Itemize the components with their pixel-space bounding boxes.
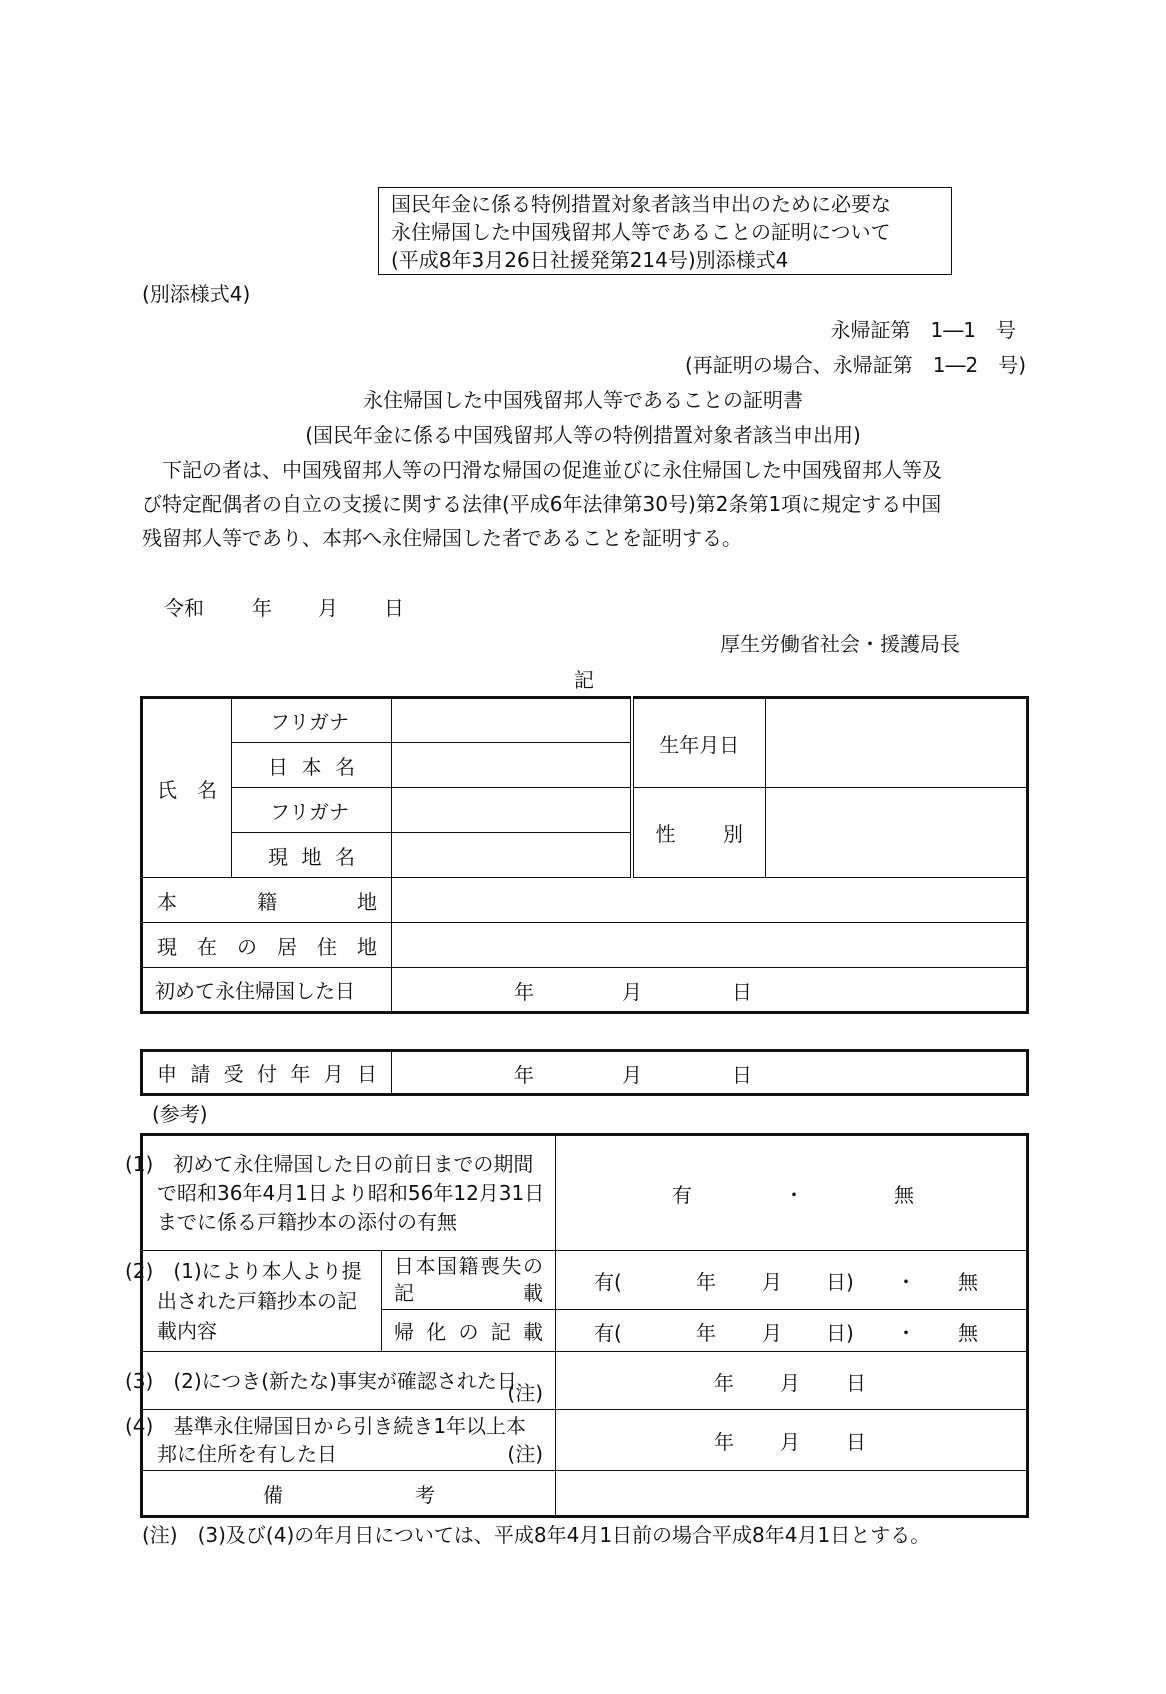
label-char: 日 — [268, 754, 288, 779]
label-char: 名 — [335, 754, 355, 779]
row3-value-cell[interactable] — [556, 1352, 1028, 1410]
label-char: 住 — [317, 934, 337, 959]
label-char: 本 — [301, 754, 322, 779]
header-reference-box — [378, 187, 952, 275]
document-subtitle: (国民年金に係る中国残留邦人等の特例措置対象者該当申出用) — [305, 423, 861, 447]
yes-label: 有 — [672, 1183, 693, 1207]
local-name-value-cell[interactable] — [392, 833, 632, 878]
label-char: 帰 — [394, 1320, 414, 1344]
row1-label-cell — [125, 1135, 556, 1251]
month-label: 月 — [762, 1320, 783, 1345]
row4-label: (4) 基準永住帰国日から引き続き1年以上本邦に住所を有した日 — [125, 1414, 527, 1466]
label-char: 日 — [356, 1062, 377, 1086]
residence-value-cell[interactable] — [392, 923, 1028, 968]
sex-value-cell[interactable] — [766, 788, 1028, 878]
furigana-label: フリガナ — [270, 799, 349, 824]
application-date-value-cell[interactable] — [392, 1051, 1028, 1095]
year-label: 年 — [514, 1062, 534, 1087]
application-date-label-cell — [142, 1051, 392, 1095]
japanese-name-label-cell — [232, 743, 392, 788]
personal-info-table — [140, 696, 1029, 1014]
year-label: 年 — [514, 979, 534, 1004]
no-label: 無 — [958, 1320, 979, 1345]
row3-label: (3) (2)につき(新たな)事実が確認された日 — [125, 1368, 517, 1393]
label-char: 名 — [335, 844, 355, 869]
label-char: 別 — [723, 822, 743, 846]
row2a-label-cell — [382, 1251, 564, 1310]
day-label: 日 — [846, 1430, 867, 1454]
month-label: 月 — [780, 1430, 801, 1454]
label-char: 現 — [157, 934, 177, 959]
birth-label-cell — [632, 698, 766, 788]
label-char: 地 — [357, 934, 377, 959]
year-label: 年 — [696, 1270, 717, 1294]
month-label: 月 — [622, 979, 642, 1004]
year-label: 年 — [696, 1320, 717, 1345]
body-line-3: 残留邦人等であり、本邦へ永住帰国した者であることを証明する。 — [142, 526, 742, 550]
month-label: 月 — [622, 1062, 642, 1087]
row1-value-cell[interactable] — [556, 1135, 1028, 1251]
ki-mark: 記 — [574, 668, 594, 692]
day-label: 日 — [732, 979, 752, 1004]
label-char: 月 — [323, 1062, 344, 1086]
row3-note: (注) — [507, 1381, 544, 1405]
row2b-value-cell[interactable] — [556, 1310, 1028, 1352]
furigana-value-cell-2[interactable] — [392, 788, 632, 833]
row2-label: (2) (1)により本人より提出された戸籍抄本の記載内容 — [125, 1259, 362, 1343]
label-char: 付 — [256, 1062, 277, 1086]
label-char: 化 — [426, 1320, 447, 1344]
label-char: の — [458, 1320, 479, 1344]
label-char: 籍 — [257, 889, 277, 914]
local-name-label-cell — [232, 833, 392, 878]
label-char: 受 — [223, 1062, 244, 1086]
furigana-label-cell-2 — [232, 788, 392, 833]
residence-label-cell — [142, 923, 392, 968]
footnote: (注) (3)及び(4)の年月日については、平成8年4月1日前の場合平成8年4月1日とする。 — [142, 1523, 931, 1547]
yes-open-label: 有( — [594, 1270, 622, 1294]
label-char: 性 — [655, 822, 676, 846]
label-char: 在 — [197, 934, 217, 959]
year-label: 年 — [714, 1370, 735, 1395]
label-char: 載 — [523, 1320, 543, 1344]
year-label: 年 — [714, 1430, 735, 1454]
label-char: 考 — [415, 1482, 436, 1507]
reference-table — [125, 1133, 1029, 1518]
row1-label: (1) 初めて永住帰国した日の前日までの期間で昭和36年4月1日より昭和56年12月31日までに係る戸籍抄本の添付の有無 — [125, 1151, 545, 1234]
date-day: 日 — [384, 596, 404, 620]
date-month: 月 — [318, 596, 338, 620]
label-char: の — [237, 934, 257, 959]
label-char: 備 — [263, 1482, 283, 1507]
recertification-number: (再証明の場合、永帰証第 1―2 号) — [684, 353, 1026, 377]
row2a-value-cell[interactable] — [556, 1251, 1028, 1310]
furigana-value-cell[interactable] — [392, 698, 632, 743]
separator-dot: ・ — [896, 1320, 917, 1345]
label-char: 年 — [290, 1062, 311, 1086]
document-title: 永住帰国した中国残留邦人等であることの証明書 — [363, 388, 803, 412]
honseki-value-cell[interactable] — [392, 878, 1028, 923]
name-label-char: 名 — [197, 777, 217, 802]
label-char: 請 — [190, 1062, 211, 1086]
month-label: 月 — [762, 1270, 783, 1294]
row3-label-cell — [125, 1352, 556, 1410]
day-label: 日 — [732, 1062, 752, 1087]
name-label-char: 氏 — [157, 777, 177, 802]
sex-label-cell — [632, 788, 766, 878]
header-line-1: 国民年金に係る特例措置対象者該当申出のために必要な — [391, 192, 891, 216]
honseki-label-cell — [142, 878, 392, 923]
form-label: (別添様式4) — [142, 282, 251, 306]
row4-value-cell[interactable] — [556, 1410, 1028, 1471]
furigana-label-cell — [232, 698, 392, 743]
first-return-label: 初めて永住帰国した日 — [155, 979, 355, 1003]
first-return-value-cell[interactable] — [392, 968, 1028, 1013]
label-char: 申 — [157, 1062, 177, 1086]
row2b-label-cell — [382, 1310, 556, 1352]
date-era: 令和 — [164, 596, 204, 620]
nationality-loss-label: 日本国籍喪失の 記 載 — [394, 1254, 564, 1305]
label-char: 現 — [268, 844, 288, 869]
body-line-1: 下記の者は、中国残留邦人等の円滑な帰国の促進並びに永住帰国した中国残留邦人等及 — [142, 458, 942, 482]
first-return-label-cell — [142, 968, 392, 1013]
japanese-name-value-cell[interactable] — [392, 743, 632, 788]
day-label: 日 — [846, 1370, 867, 1395]
application-date-table — [140, 1049, 1029, 1096]
furigana-label: フリガナ — [270, 710, 349, 734]
row4-label-cell — [125, 1410, 556, 1471]
label-char: 居 — [277, 934, 297, 959]
label-char: 記 — [490, 1320, 511, 1344]
day-close-label: 日) — [826, 1320, 854, 1345]
yes-open-label: 有( — [594, 1320, 622, 1345]
row4-note: (注) — [507, 1442, 544, 1466]
date-year: 年 — [252, 596, 272, 620]
no-label: 無 — [894, 1183, 915, 1207]
month-label: 月 — [780, 1370, 801, 1395]
name-label-cell — [142, 698, 232, 878]
issuer: 厚生労働省社会・援護局長 — [720, 632, 960, 656]
label-char: 地 — [357, 889, 377, 914]
header-line-3: (平成8年3月26日社援発第214号)別添様式4 — [391, 248, 789, 272]
header-line-2: 永住帰国した中国残留邦人等であることの証明について — [391, 220, 891, 244]
label-char: 本 — [157, 889, 177, 914]
certificate-number: 永帰証第 1―1 号 — [830, 318, 1016, 342]
body-line-2: び特定配偶者の自立の支援に関する法律(平成6年法律第30号)第2条第1項に規定する中国 — [142, 492, 942, 516]
reference-label: (参考) — [152, 1102, 208, 1126]
no-label: 無 — [958, 1270, 979, 1294]
separator-dot: ・ — [784, 1183, 805, 1207]
label-char: 地 — [301, 844, 322, 869]
day-close-label: 日) — [826, 1270, 854, 1294]
remarks-value-cell[interactable] — [556, 1471, 1028, 1517]
remarks-label-cell — [142, 1471, 556, 1517]
separator-dot: ・ — [896, 1270, 917, 1294]
birth-date-label: 生年月日 — [659, 732, 740, 757]
row2-label-cell — [125, 1251, 382, 1352]
birth-date-value-cell[interactable] — [766, 698, 1028, 788]
